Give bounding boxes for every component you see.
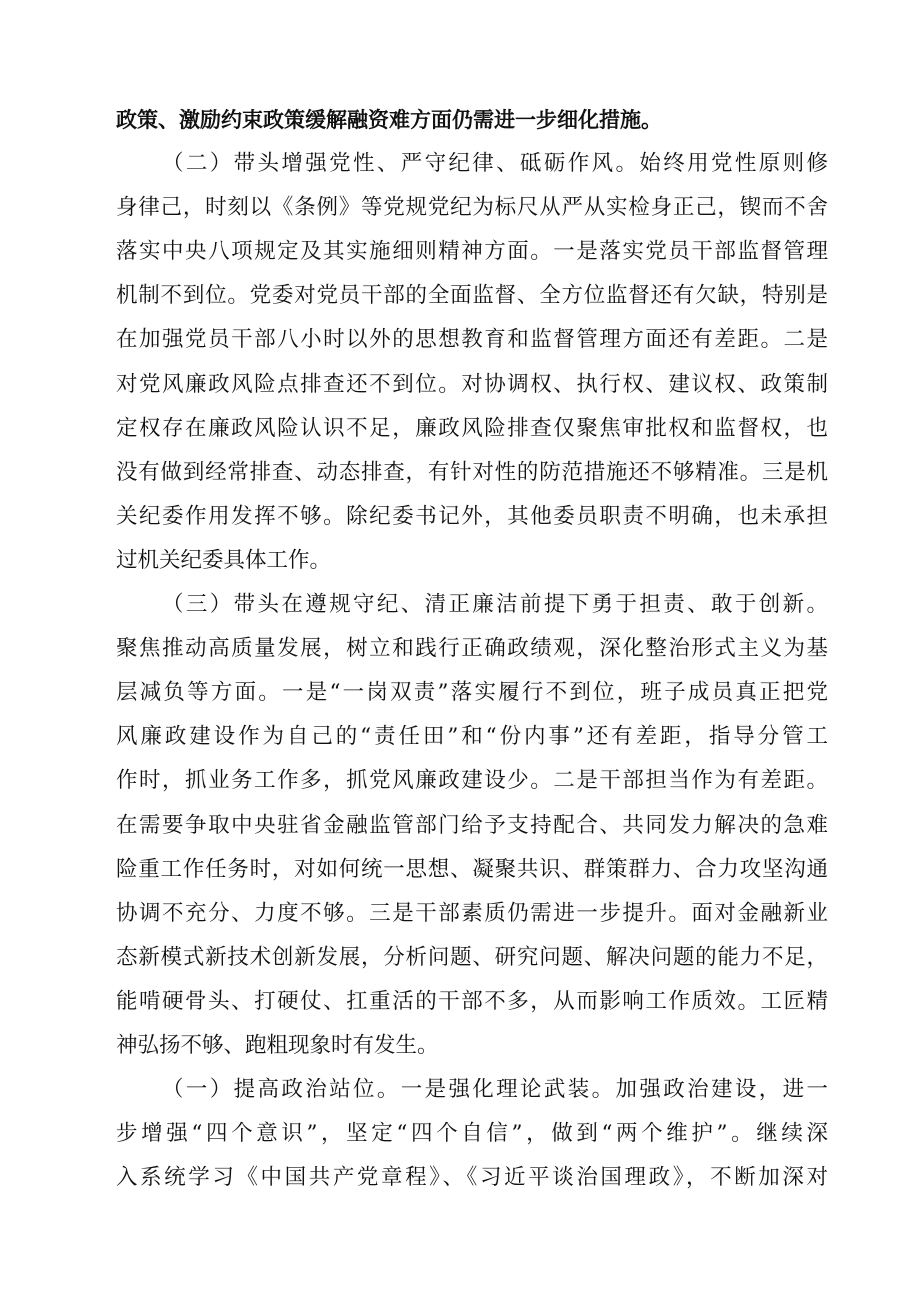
text-line: 神弘扬不够、跑粗现象时有发生。: [116, 1032, 439, 1058]
text-line: （一）提高政治站位。一是强化理论武装。加强政治建设，进一: [162, 1077, 828, 1103]
paragraph-discipline: [116, 142, 828, 583]
text-line: 定权存在廉政风险认识不足，廉政风险排查仅聚焦审批权和监督权，也: [116, 415, 828, 441]
text-line: 关纪委作用发挥不够。除纪委书记外，其他委员职责不明确，也未承担: [116, 503, 828, 529]
text-line: （三）带头在遵规守纪、清正廉洁前提下勇于担责、敢于创新。: [162, 592, 828, 618]
text-line: 态新模式新技术创新发展，分析问题、研究问题、解决问题的能力不足，: [116, 944, 828, 970]
text-line: 落实中央八项规定及其实施细则精神方面。一是落实党员干部监督管理: [116, 239, 828, 265]
text-line: 风廉政建设作为自己的“责任田”和“份内事”还有差距，指导分管工: [116, 724, 828, 750]
paragraph-political-standing: [116, 1068, 828, 1200]
text-line: 协调不充分、力度不够。三是干部素质仍需进一步提升。面对金融新业: [116, 900, 828, 926]
text-line: 步增强“四个意识”，坚定“四个自信”，做到“两个维护”。继续深: [116, 1121, 828, 1147]
text-line: 机制不到位。党委对党员干部的全面监督、全方位监督还有欠缺，特别是: [116, 283, 828, 309]
paragraph-continuation: [116, 98, 828, 142]
text-line: 能啃硬骨头、打硬仗、扛重活的干部不多，从而影响工作质效。工匠精: [116, 988, 828, 1014]
text-line: 在加强党员干部八小时以外的思想教育和监督管理方面还有差距。二是: [116, 327, 828, 353]
text-line: 过机关纪委具体工作。: [116, 547, 332, 573]
text-line: （二）带头增强党性、严守纪律、砥砺作风。始终用党性原则修: [162, 151, 828, 177]
text-line: 作时，抓业务工作多，抓党风廉政建设少。二是干部担当作为有差距。: [116, 768, 828, 794]
text-line: 在需要争取中央驻省金融监管部门给予支持配合、共同发力解决的急难: [116, 812, 828, 838]
text-line: 入系统学习《中国共产党章程》、《习近平谈治国理政》，不断加深对: [116, 1165, 828, 1191]
text-line: 对党风廉政风险点排查还不到位。对协调权、执行权、建议权、政策制: [116, 371, 828, 397]
text-line: 层减负等方面。一是“一岗双责”落实履行不到位，班子成员真正把党: [116, 680, 828, 706]
text-line: 政策、激励约束政策缓解融资难方面仍需进一步细化措施。: [116, 108, 662, 132]
paragraph-responsibility: [116, 583, 828, 1068]
text-line: 没有做到经常排查、动态排查，有针对性的防范措施还不够精准。三是机: [116, 459, 828, 485]
document-body: [116, 98, 828, 1200]
text-line: 聚焦推动高质量发展，树立和践行正确政绩观，深化整治形式主义为基: [116, 636, 828, 662]
text-line: 险重工作任务时，对如何统一思想、凝聚共识、群策群力、合力攻坚沟通: [116, 856, 828, 882]
text-line: 身律己，时刻以《条例》等党规党纪为标尺从严从实检身正己，锲而不舍: [116, 195, 828, 221]
